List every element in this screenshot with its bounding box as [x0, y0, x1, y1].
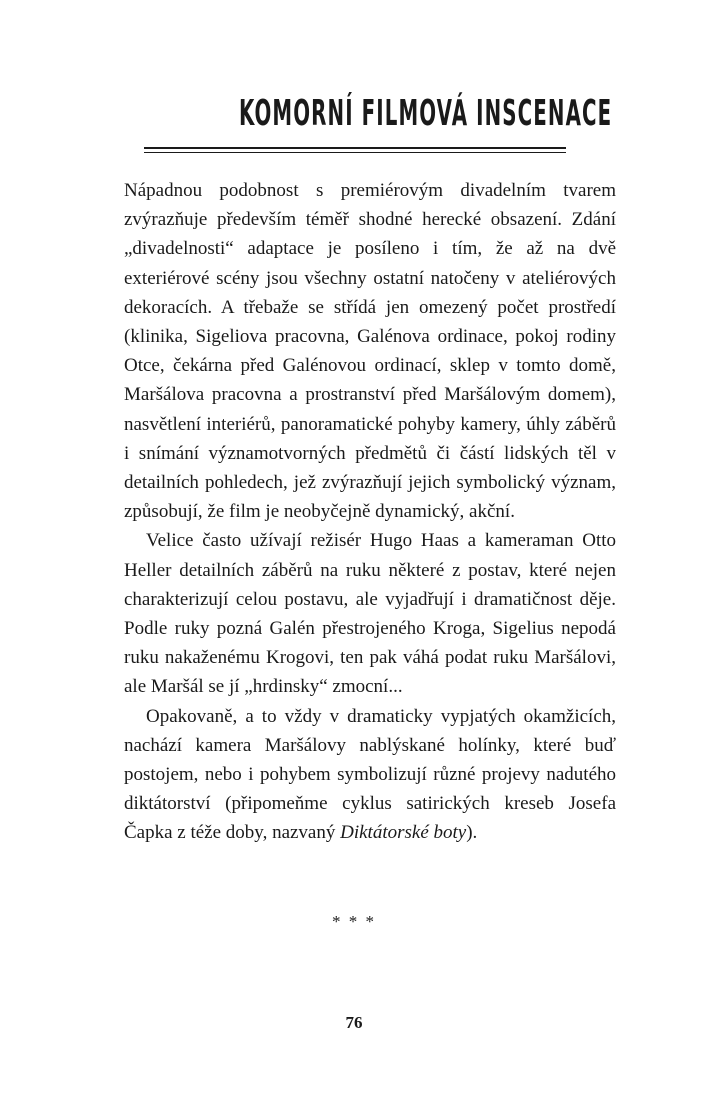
title-rule-thick [144, 147, 566, 149]
paragraph-3 [124, 702, 616, 848]
paragraph-1: Nápadnou podobnost s premiérovým divadelním tvarem zvýrazňuje především téměř shodné herecké obsazení. Zdání „divadelnosti“ adaptace je posíleno i tím, že až na dvě exteriérové scény jsou všechny ostatní natočeny v ateliérových dekoracích. A třebaže se střídá jen omezený počet prostředí (klinika, Sigeliova pracovna, Galénova ordinace, pokoj rodiny Otce, čekárna před Galénovou ordinací, sklep v tomto domě, Maršálova pracovna a prostranství před Maršálovým domem), nasvětlení interiérů, panoramatické pohyby kamery, úhly záběrů i snímání významotvorných předmětů či částí lidských těl v detailních pohledech, jež zvýrazňují jejich symbolický význam, způsobují, že film je neobyčejně dynamický, akční. [124, 180, 616, 523]
chapter-title: KOMORNÍ FILMOVÁ INSCENACE [238, 93, 613, 134]
book-title-italic: Diktátorské boty [340, 822, 467, 844]
section-separator: * * * [332, 912, 376, 931]
page-number: 76 [345, 1013, 363, 1032]
paragraph-3-end: ). [466, 822, 478, 844]
paragraph-3-text: Opakovaně, a to vždy v dramaticky vypjatých okamžicích, nachází kamera Maršálovy nablýskané holínky, které buď postojem, nebo i pohybem symbolizují různé projevy nadutého diktátorství (připomeňme cyklus satirických kreseb Josefa Čapka z téže doby, nazvaný [124, 705, 616, 844]
body-text [124, 176, 616, 848]
paragraph-2: Velice často užívají režisér Hugo Haas a kameraman Otto Heller detailních záběrů na ruku některé z postav, které nejen charakterizují celou postavu, ale vyjadřují i dramatičnost děje. Podle ruky pozná Galén přestrojeného Kroga, Sigelius nepodá ruku nakaženému Krogovi, ten pak váhá podat ruku Maršálovi, ale Maršál se jí „hrdinsky“ zmocní... [124, 530, 616, 698]
title-rule-thin [144, 152, 566, 153]
